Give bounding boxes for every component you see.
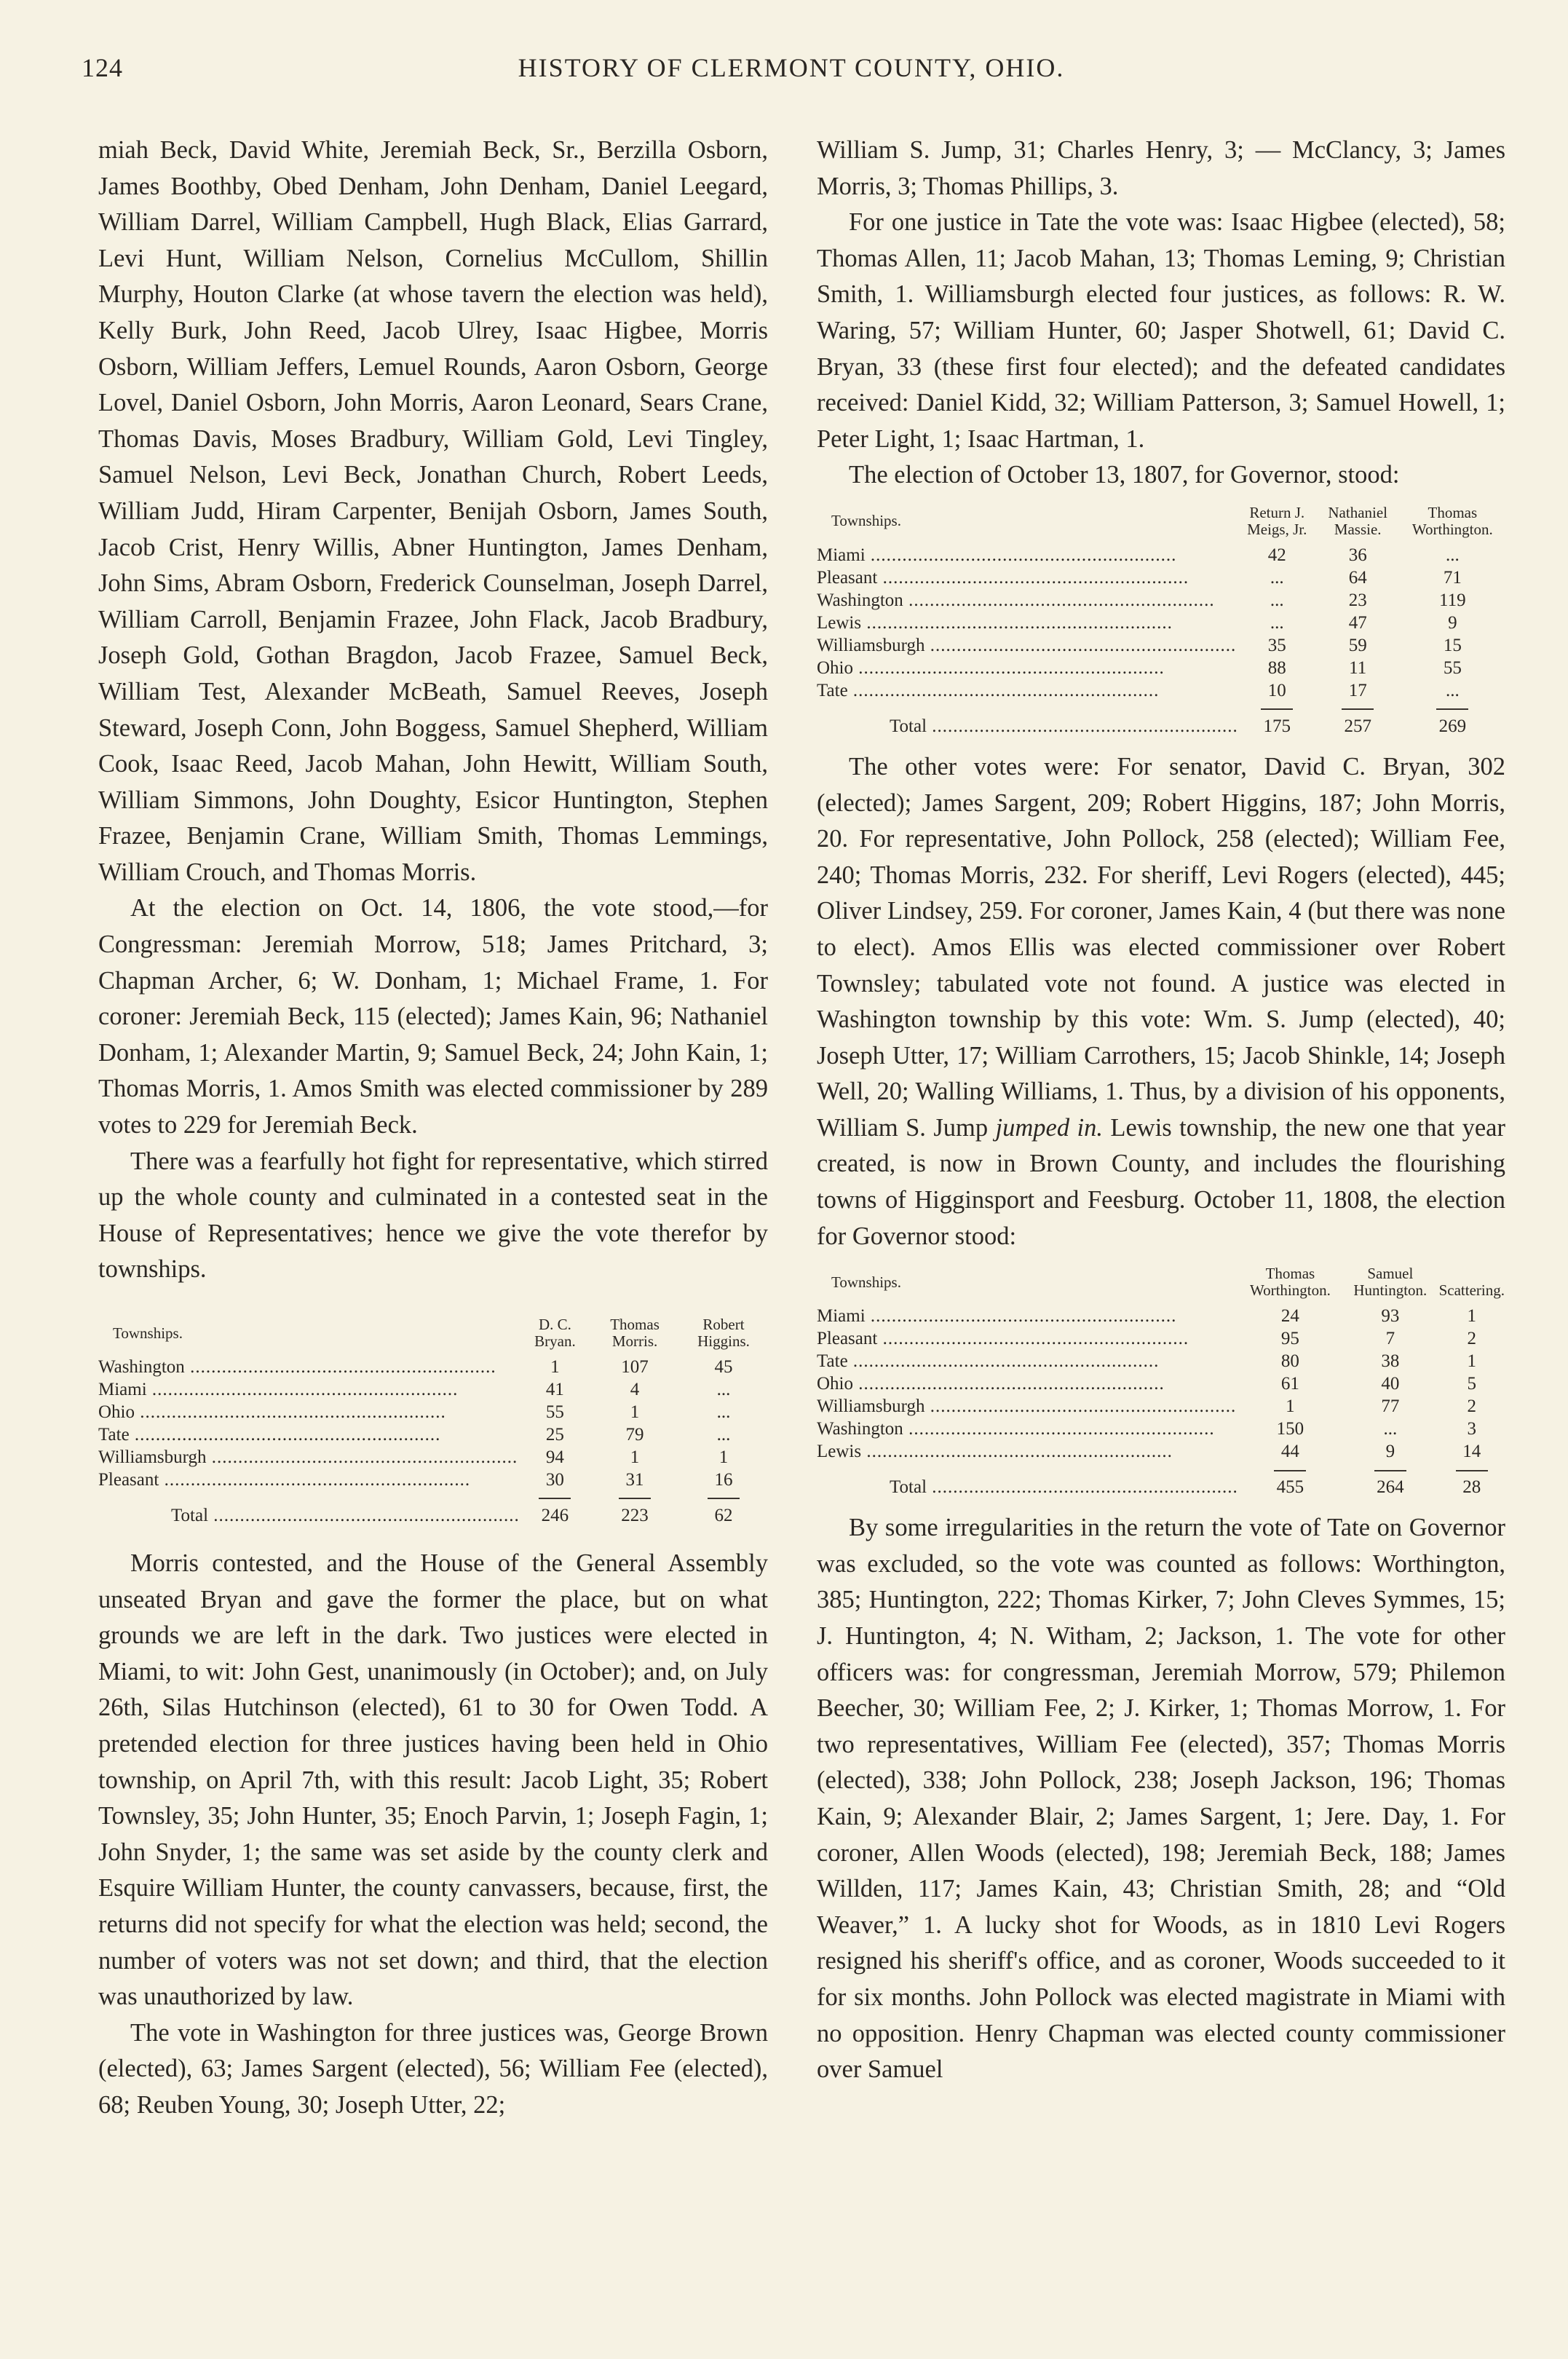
vote-cell: 11 [1349, 657, 1367, 678]
paragraph: miah Beck, David White, Jeremiah Beck, Sr., Berzilla Osborn, James Boothby, Obed Denham, John Denham, Daniel Leegard, William Darrel, William Campbell, Hugh Black, Elias Garrard, Levi Hunt, William Nelson, Cornelius McCullom, Shillin Murphy, Houton Clarke (at whose tavern the election was held), Kelly Burk, John Reed, Jacob Ulrey, Isaac Higbee, Morris Osborn, William Jeffers, Lemuel Rounds, Aaron Osborn, George Lovel, Daniel Osborn, John Morris, Aaron Leonard, Sears Crane, Thomas Davis, Moses Bradbury, William Gold, Levi Tingley, Samuel Nelson, Levi Beck, Jonathan Church, Robert Leeds, William Judd, Hiram Carpenter, Benijah Osborn, James South, Jacob Crist, Henry Willis, Abner Huntington, James Denham, John Sims, Abram Osborn, Frederick Counselman, Joseph Darrel, William Carroll, Benjamin Frazee, John Flack, Jacob Bradbury, Joseph Gold, Gothan Bragdon, Jacob Frazee, Samuel Beck, William Test, Alexander McBeath, Samuel Reeves, Joseph Steward, Joseph Conn, John Boggess, Samuel Shepherd, William Cook, Isaac Reed, Jacob Mahan, John Hewitt, William South, William Simmons, John Doughty, Esicor Huntington, Stephen Frazee, Benjamin Crane, William Smith, Thomas Lemmings, William Crouch, and Thomas Morris. [98, 136, 768, 886]
paragraph-text: Lewis township, the new one that year created, is now in Brown County, and includes the flourishing towns of Higginsport and Feesburg. October 11, 1808, the election for Governor stood: [817, 1113, 1505, 1250]
total-rule-row [98, 1491, 768, 1504]
township-cell [817, 589, 1238, 612]
vote-cell: 4 [630, 1380, 640, 1399]
table-row [817, 1350, 1505, 1372]
township-name: Ohio [817, 1374, 853, 1394]
vote-cell: 9 [1385, 1442, 1395, 1462]
township-name: Pleasant [817, 1329, 878, 1349]
vote-cell: 41 [545, 1380, 564, 1399]
township-cell [817, 612, 1238, 634]
rule-line [539, 1498, 571, 1499]
total-label-cell [817, 715, 1238, 738]
paragraph: The election of October 13, 1807, for Governor, stood: [849, 461, 1400, 489]
table-row [98, 1469, 768, 1491]
township-name: Ohio [98, 1402, 135, 1422]
township-cell [817, 679, 1238, 702]
total-cell: 246 [541, 1506, 569, 1525]
column-header: Scattering. [1438, 1281, 1505, 1300]
total-rule-row [817, 702, 1505, 715]
vote-table-governor-1807 [817, 504, 1505, 738]
total-row [98, 1504, 768, 1527]
table-row [817, 1305, 1505, 1327]
township-cell [98, 1356, 520, 1378]
vote-cell: 93 [1381, 1306, 1400, 1327]
total-rule-row [817, 1463, 1505, 1476]
total-label: Total [890, 1477, 927, 1498]
vote-cell: 2 [1467, 1396, 1477, 1417]
column-header: Townships. [113, 1324, 183, 1342]
vote-cell: 1 [550, 1357, 560, 1377]
vote-cell: 95 [1280, 1329, 1299, 1349]
table-row [817, 1440, 1505, 1463]
vote-cell: 77 [1381, 1396, 1400, 1417]
table-row [817, 544, 1505, 566]
vote-cell: 7 [1385, 1329, 1395, 1349]
vote-cell: 10 [1267, 680, 1286, 700]
township-name: Williamsburgh [98, 1447, 207, 1467]
vote-cell: 55 [545, 1402, 564, 1422]
vote-cell: 3 [1467, 1419, 1477, 1439]
vote-cell: 16 [714, 1470, 733, 1490]
total-cell: 257 [1344, 716, 1371, 736]
left-column [98, 133, 768, 2124]
vote-cell: 42 [1267, 545, 1286, 565]
vote-cell: 5 [1467, 1374, 1477, 1394]
rule-line [1261, 708, 1293, 710]
township-cell [817, 634, 1238, 657]
township-cell [98, 1423, 520, 1446]
vote-cell: 64 [1348, 567, 1367, 588]
total-row [817, 1476, 1505, 1498]
column-header: Thomas Worthington. [1249, 1265, 1331, 1300]
vote-cell: ... [1445, 680, 1460, 700]
vote-cell: 1 [1467, 1351, 1477, 1372]
vote-cell: 88 [1267, 657, 1286, 678]
vote-cell: 71 [1443, 567, 1462, 588]
paragraph [817, 749, 1505, 1254]
township-cell [98, 1446, 520, 1469]
vote-cell: 17 [1348, 680, 1367, 700]
township-cell [817, 1327, 1238, 1350]
vote-cell: 14 [1462, 1442, 1481, 1462]
vote-cell: 94 [545, 1447, 564, 1467]
vote-cell: 61 [1280, 1374, 1299, 1394]
total-cell: 264 [1377, 1477, 1404, 1498]
vote-cell: 59 [1348, 635, 1367, 655]
township-name: Tate [817, 680, 848, 700]
vote-cell: 119 [1439, 590, 1466, 610]
township-name: Miami [98, 1380, 147, 1399]
table-row [98, 1423, 768, 1446]
rule-line [1456, 1470, 1488, 1471]
vote-cell: 38 [1381, 1351, 1400, 1372]
column-header: Robert Higgins. [697, 1316, 750, 1350]
table-row [817, 1327, 1505, 1350]
rule-line [1274, 1470, 1306, 1471]
vote-cell: 35 [1267, 635, 1286, 655]
column-header: Thomas Morris. [610, 1316, 660, 1350]
township-name: Miami [817, 1306, 866, 1327]
column-header: Nathaniel Massie. [1328, 503, 1388, 538]
column-header: Thomas Worthington. [1411, 503, 1493, 538]
column-header: Return J. Meigs, Jr. [1247, 503, 1307, 538]
vote-cell: 79 [625, 1425, 644, 1445]
column-header: Townships. [831, 512, 901, 530]
vote-cell: ... [1383, 1419, 1398, 1439]
vote-cell: ... [1270, 612, 1284, 633]
total-label: Total [171, 1506, 209, 1525]
vote-cell: ... [716, 1425, 731, 1445]
vote-cell: 36 [1348, 545, 1367, 565]
table-row [817, 566, 1505, 589]
table-row [817, 612, 1505, 634]
column-header: Samuel Huntington. [1353, 1265, 1428, 1300]
paragraph: The vote in Washington for three justices was, George Brown (elected), 63; James Sargent (elected), 56; William Fee (elected), 68; Reuben Young, 30; Joseph Utter, 22; [98, 2018, 768, 2119]
vote-cell: 31 [625, 1470, 644, 1490]
vote-cell: 23 [1348, 590, 1367, 610]
vote-cell: 150 [1276, 1419, 1304, 1439]
vote-cell: 1 [718, 1447, 729, 1467]
township-cell [817, 1440, 1238, 1463]
table-row [817, 589, 1505, 612]
running-title: HISTORY OF CLERMONT COUNTY, OHIO. [518, 53, 1065, 82]
table-row [98, 1401, 768, 1423]
table-header-row [817, 504, 1505, 544]
paragraph: Morris contested, and the House of the General Assembly unseated Bryan and gave the former the place, but on what grounds we are left in the dark. Two justices were elected in Miami, to wit: John Gest, unanimously (in October); and, on July 26th, Silas Hutchinson (elected), 61 to 30 for Owen Todd. A pretended election for three justices having been held in Ohio township, on April 7th, with this result: Jacob Light, 35; Robert Townsley, 35; John Hunter, 35; Enoch Parvin, 1; Joseph Fagin, 1; John Snyder, 1; the same was set aside by the county clerk and Esquire William Hunter, the county canvassers, because, first, the returns did not specify for what the election was held; second, the number of voters was not set down; and third, that the election was unauthorized by law. [98, 1549, 768, 2011]
paragraph: There was a fearfully hot fight for representative, which stirred up the whole county and culminated in a contested seat in the House of Representatives; hence we give the vote therefor by townships. [98, 1147, 768, 1284]
table-row [817, 1395, 1505, 1418]
vote-cell: 1 [630, 1402, 640, 1422]
table-header-row [817, 1265, 1505, 1305]
vote-cell: 45 [714, 1357, 733, 1377]
vote-cell: 44 [1280, 1442, 1299, 1462]
table-row [817, 634, 1505, 657]
township-name: Lewis [817, 612, 862, 633]
table-header-row [98, 1316, 768, 1356]
vote-table-governor-1808 [817, 1265, 1505, 1498]
table-row [98, 1356, 768, 1378]
column-header: D. C. Bryan. [534, 1316, 576, 1350]
vote-cell: 47 [1348, 612, 1367, 633]
rule-line [1342, 708, 1374, 710]
total-row [817, 715, 1505, 738]
paragraph: At the election on Oct. 14, 1806, the vote stood,—for Congressman: Jeremiah Morrow, 518; James Pritchard, 3; Chapman Archer, 6; W. Donham, 1; Michael Frame, 1. For coroner: Jeremiah Beck, 115 (elected); James Kain, 96; Nathaniel Donham, 1; Alexander Martin, 9; Samuel Beck, 24; John Kain, 1; Thomas Morris, 1. Amos Smith was elected commissioner by 289 votes to 229 for Jeremiah Beck. [98, 894, 768, 1139]
total-cell: 175 [1263, 716, 1291, 736]
page-number: 124 [82, 53, 123, 82]
total-cell: 62 [714, 1506, 733, 1525]
vote-cell: 9 [1448, 612, 1457, 633]
township-cell [98, 1469, 520, 1491]
vote-cell: 15 [1443, 635, 1462, 655]
paragraph: William S. Jump, 31; Charles Henry, 3; — McClancy, 3; James Morris, 3; Thomas Phillips, 3. [817, 136, 1505, 200]
township-name: Pleasant [98, 1470, 159, 1490]
township-name: Washington [98, 1357, 185, 1377]
vote-cell: 107 [621, 1357, 649, 1377]
total-cell: 28 [1462, 1477, 1481, 1498]
township-name: Tate [817, 1351, 848, 1372]
township-cell [817, 566, 1238, 589]
vote-cell: 1 [1286, 1396, 1295, 1417]
vote-cell: 80 [1280, 1351, 1299, 1372]
right-column [817, 133, 1505, 2088]
emphasis-text: jumped in. [995, 1113, 1103, 1142]
paragraph-text: The other votes were: For senator, David C. Bryan, 302 (elected); James Sargent, 209; Robert Higgins, 187; John Morris, 20. For representative, John Pollock, 258 (elected); William Fee, 240; Thomas Morris, 232. For sheriff, Levi Rogers (elected), 445; Oliver Lindsey, 259. For coroner, James Kain, 4 (but there was none to elect). Amos Ellis was elected commissioner over Robert Townsley; tabulated vote not found. A justice was elected in Washington township by this vote: Wm. S. Jump (elected), 40; Joseph Utter, 17; William Carrothers, 15; Jacob Shinkle, 14; Joseph Well, 20; Walling Williams, 1. Thus, by a division of his opponents, William S. Jump [817, 752, 1505, 1142]
vote-cell: ... [1445, 545, 1460, 565]
rule-line [1374, 1470, 1406, 1471]
total-label: Total [890, 716, 927, 736]
vote-cell: ... [1270, 567, 1284, 588]
township-cell [817, 1350, 1238, 1372]
township-name: Pleasant [817, 567, 878, 588]
township-cell [98, 1378, 520, 1401]
township-cell [817, 544, 1238, 566]
vote-cell: ... [716, 1380, 731, 1399]
vote-cell: ... [1270, 590, 1284, 610]
township-name: Tate [98, 1425, 130, 1445]
table-row [98, 1446, 768, 1469]
township-name: Williamsburgh [817, 1396, 925, 1417]
total-cell: 223 [621, 1506, 649, 1525]
township-name: Lewis [817, 1442, 862, 1462]
rule-line [1436, 708, 1468, 710]
vote-table-representative [98, 1316, 768, 1527]
total-label-cell [817, 1476, 1238, 1498]
township-name: Williamsburgh [817, 635, 925, 655]
page-header [82, 52, 1501, 89]
paragraph: For one justice in Tate the vote was: Isaac Higbee (elected), 58; Thomas Allen, 11; Jacob Mahan, 13; Thomas Leming, 9; Christian Smith, 1. Williamsburgh elected four justices, as follows: R. W. Waring, 57; William Hunter, 60; Jasper Shotwell, 61; David C. Bryan, 33 (these first four elected); and the defeated candidates received: Daniel Kidd, 32; William Patterson, 3; Samuel Howell, 1; Peter Light, 1; Isaac Hartman, 1. [817, 208, 1505, 453]
township-name: Ohio [817, 657, 853, 678]
table-row [817, 657, 1505, 679]
vote-cell: 55 [1443, 657, 1462, 678]
vote-cell: 24 [1280, 1306, 1299, 1327]
total-label-cell [98, 1504, 520, 1527]
vote-cell: 1 [1467, 1306, 1477, 1327]
table-row [817, 679, 1505, 702]
column-header: Townships. [831, 1273, 901, 1291]
township-cell [98, 1401, 520, 1423]
table-row [98, 1378, 768, 1401]
paragraph: By some irregularities in the return the vote of Tate on Governor was excluded, so the vote was counted as follows: Worthington, 385; Huntington, 222; Thomas Kirker, 7; John Cleves Symmes, 15; J. Huntington, 4; N. Witham, 2; Jackson, 1. The vote for other officers was: for congressman, Jeremiah Morrow, 579; Philemon Beecher, 30; William Fee, 2; J. Kirker, 1; Thomas Morrow, 1. For two representatives, William Fee (elected), 357; Thomas Morris (elected), 338; John Pollock, 238; Joseph Jackson, 196; Thomas Kain, 9; Alexander Blair, 2; James Sargent, 1; Jere. Day, 1. For coroner, Allen Woods (elected), 198; Jeremiah Beck, 188; James Willden, 117; James Kain, 43; Christian Smith, 28; and “Old Weaver,” 1. A lucky shot for Woods, as in 1810 Levi Rogers resigned his sheriff's office, and as coroner, Woods succeeded to it for six months. John Pollock was elected magistrate in Miami with no opposition. Henry Chapman was elected county commissioner over Samuel [817, 1514, 1505, 2084]
vote-cell: ... [716, 1402, 731, 1422]
rule-line [619, 1498, 651, 1499]
township-cell [817, 1418, 1238, 1440]
township-name: Miami [817, 545, 866, 565]
township-cell [817, 657, 1238, 679]
township-cell [817, 1305, 1238, 1327]
table-row [817, 1372, 1505, 1395]
township-name: Washington [817, 590, 903, 610]
table-row [817, 1418, 1505, 1440]
township-cell [817, 1395, 1238, 1418]
vote-cell: 30 [545, 1470, 564, 1490]
vote-cell: 25 [545, 1425, 564, 1445]
township-name: Washington [817, 1419, 903, 1439]
vote-cell: 2 [1467, 1329, 1477, 1349]
township-cell [817, 1372, 1238, 1395]
rule-line [708, 1498, 740, 1499]
vote-cell: 1 [630, 1447, 640, 1467]
vote-cell: 40 [1381, 1374, 1400, 1394]
total-cell: 455 [1276, 1477, 1304, 1498]
total-cell: 269 [1438, 716, 1467, 736]
